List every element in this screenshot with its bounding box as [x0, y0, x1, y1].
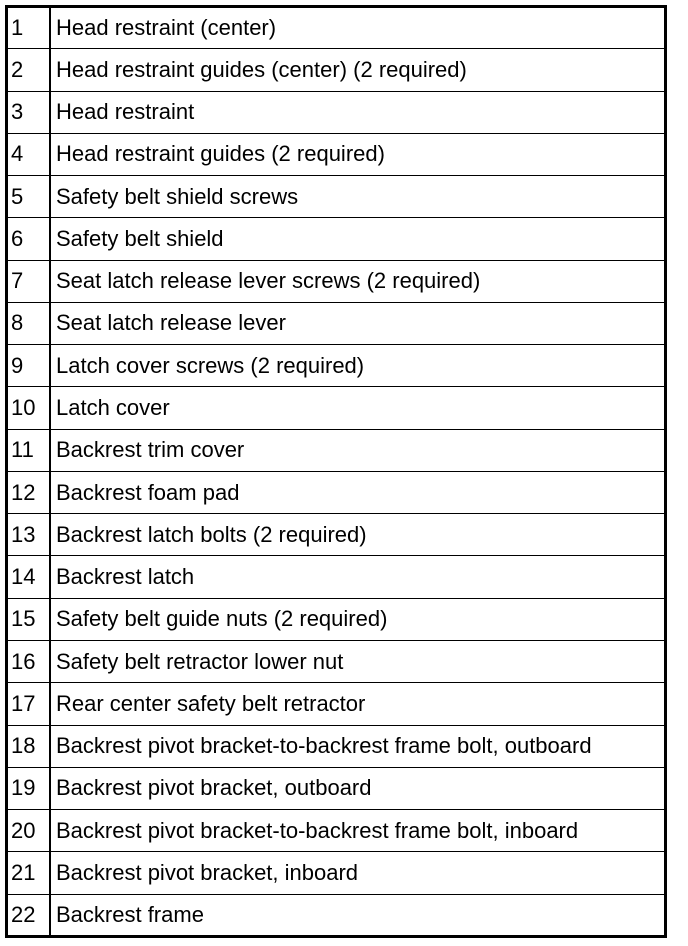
table-row — [7, 810, 666, 852]
part-description: Backrest trim cover — [50, 429, 666, 471]
part-description: Head restraint guides (center) (2 required) — [50, 49, 666, 91]
part-number: 19 — [7, 767, 51, 809]
part-number: 9 — [7, 345, 51, 387]
part-number: 15 — [7, 598, 51, 640]
table-row — [7, 387, 666, 429]
part-description: Backrest latch bolts (2 required) — [50, 514, 666, 556]
part-number: 7 — [7, 260, 51, 302]
table-row — [7, 725, 666, 767]
parts-legend-body — [7, 7, 666, 937]
table-row — [7, 91, 666, 133]
part-number: 21 — [7, 852, 51, 894]
table-row — [7, 260, 666, 302]
parts-legend-table — [5, 5, 667, 938]
part-description: Seat latch release lever screws (2 required) — [50, 260, 666, 302]
part-number: 3 — [7, 91, 51, 133]
table-row — [7, 471, 666, 513]
table-row — [7, 556, 666, 598]
part-number: 16 — [7, 640, 51, 682]
part-number: 1 — [7, 7, 51, 49]
table-row — [7, 176, 666, 218]
part-number: 12 — [7, 471, 51, 513]
table-row — [7, 302, 666, 344]
table-row — [7, 683, 666, 725]
part-description: Rear center safety belt retractor — [50, 683, 666, 725]
part-number: 2 — [7, 49, 51, 91]
part-description: Backrest frame — [50, 894, 666, 936]
part-description: Safety belt retractor lower nut — [50, 640, 666, 682]
part-number: 18 — [7, 725, 51, 767]
part-description: Latch cover — [50, 387, 666, 429]
part-number: 5 — [7, 176, 51, 218]
table-row — [7, 133, 666, 175]
part-description: Backrest pivot bracket-to-backrest frame bolt, inboard — [50, 810, 666, 852]
table-row — [7, 852, 666, 894]
part-description: Backrest latch — [50, 556, 666, 598]
part-description: Backrest pivot bracket, inboard — [50, 852, 666, 894]
part-description: Backrest pivot bracket, outboard — [50, 767, 666, 809]
table-row — [7, 429, 666, 471]
part-description: Head restraint (center) — [50, 7, 666, 49]
part-description: Seat latch release lever — [50, 302, 666, 344]
table-row — [7, 49, 666, 91]
part-description: Backrest pivot bracket-to-backrest frame bolt, outboard — [50, 725, 666, 767]
part-number: 4 — [7, 133, 51, 175]
part-description: Head restraint — [50, 91, 666, 133]
part-description: Backrest foam pad — [50, 471, 666, 513]
part-number: 6 — [7, 218, 51, 260]
table-row — [7, 894, 666, 936]
part-number: 22 — [7, 894, 51, 936]
table-row — [7, 218, 666, 260]
table-row — [7, 345, 666, 387]
part-number: 11 — [7, 429, 51, 471]
part-description: Safety belt guide nuts (2 required) — [50, 598, 666, 640]
table-row — [7, 7, 666, 49]
table-row — [7, 640, 666, 682]
part-number: 20 — [7, 810, 51, 852]
part-description: Head restraint guides (2 required) — [50, 133, 666, 175]
part-number: 13 — [7, 514, 51, 556]
table-row — [7, 514, 666, 556]
part-number: 8 — [7, 302, 51, 344]
part-description: Safety belt shield — [50, 218, 666, 260]
table-row — [7, 767, 666, 809]
part-number: 10 — [7, 387, 51, 429]
part-number: 14 — [7, 556, 51, 598]
table-row — [7, 598, 666, 640]
part-description: Latch cover screws (2 required) — [50, 345, 666, 387]
part-number: 17 — [7, 683, 51, 725]
part-description: Safety belt shield screws — [50, 176, 666, 218]
